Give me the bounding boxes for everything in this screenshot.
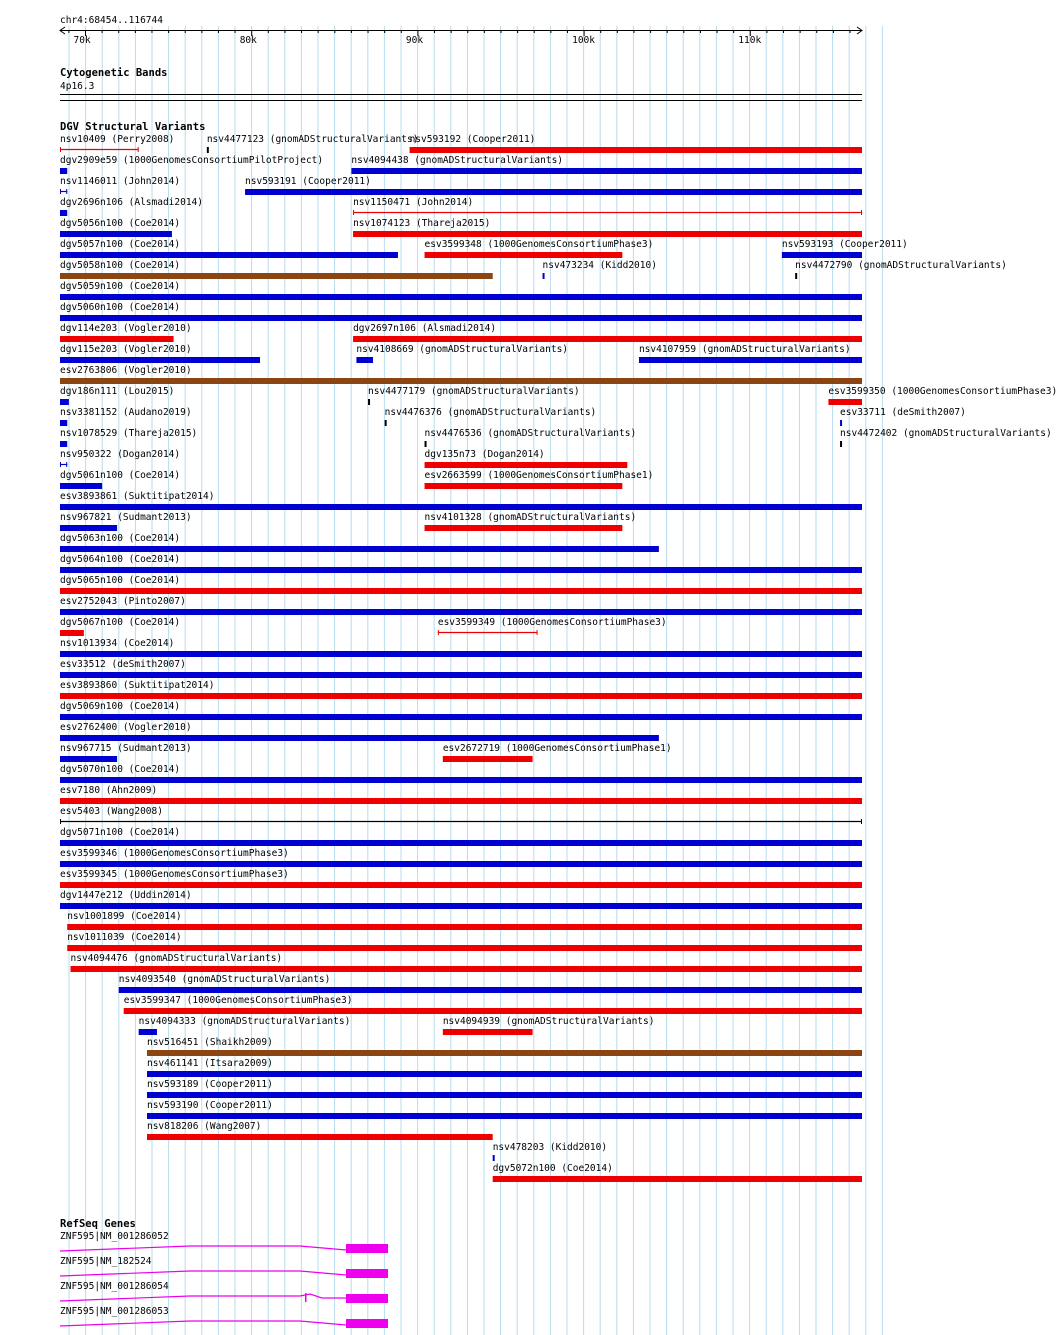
variant-bar	[71, 966, 862, 972]
gene-label[interactable]: ZNF595|NM_001286053	[60, 1306, 169, 1317]
variant-label[interactable]: nsv593191 (Cooper2011)	[245, 176, 371, 187]
variant-bar	[828, 399, 862, 405]
variant-bar	[147, 1050, 862, 1056]
gene-intron	[60, 1321, 346, 1326]
variant-label[interactable]: dgv5060n100 (Coe2014)	[60, 302, 181, 313]
gene-label[interactable]: ZNF595|NM_182524	[60, 1256, 152, 1267]
region-label: chr4:68454..116744	[60, 15, 163, 26]
variant-label[interactable]: esv2672719 (1000GenomesConsortiumPhase1)	[442, 743, 672, 754]
variant-label[interactable]: nsv1078529 (Thareja2015)	[60, 428, 198, 439]
variant-label[interactable]: nsv4094939 (gnomADStructuralVariants)	[442, 1016, 655, 1027]
variant-label[interactable]: esv3599346 (1000GenomesConsortiumPhase3)	[60, 848, 289, 859]
variant-label[interactable]: esv3893860 (Suktitipat2014)	[60, 680, 215, 691]
variant-bar	[147, 1092, 862, 1098]
variant-label[interactable]: nsv4093540 (gnomADStructuralVariants)	[118, 974, 331, 985]
variant-bar	[60, 168, 67, 174]
variant-bar	[139, 1029, 157, 1035]
variant-label[interactable]: nsv478203 (Kidd2010)	[492, 1142, 608, 1153]
cytoband-track-title: Cytogenetic Bands	[60, 67, 168, 79]
variant-label[interactable]: nsv593190 (Cooper2011)	[146, 1100, 273, 1111]
variant-tick	[543, 273, 545, 279]
variant-label[interactable]: dgv5058n100 (Coe2014)	[60, 260, 181, 271]
variant-label[interactable]: nsv4476376 (gnomADStructuralVariants)	[384, 407, 597, 418]
variant-bar	[60, 315, 862, 321]
variant-label[interactable]: nsv950322 (Dogan2014)	[60, 449, 181, 460]
variant-bar	[60, 861, 862, 867]
variant-label[interactable]: nsv1013934 (Coe2014)	[60, 638, 175, 649]
variant-label[interactable]: esv5403 (Wang2008)	[60, 806, 163, 817]
variant-bar	[60, 798, 862, 804]
variant-label[interactable]: dgv5071n100 (Coe2014)	[60, 827, 181, 838]
variant-label[interactable]: dgv5070n100 (Coe2014)	[60, 764, 181, 775]
variant-bar	[60, 273, 493, 279]
variant-label[interactable]: dgv5067n100 (Coe2014)	[60, 617, 181, 628]
variant-bar	[245, 189, 862, 195]
variant-bar	[60, 882, 862, 888]
variant-bar	[60, 231, 172, 237]
variant-bar	[60, 336, 174, 342]
variant-label[interactable]: dgv2696n106 (Alsmadi2014)	[60, 197, 203, 208]
variant-label[interactable]: esv3599350 (1000GenomesConsortiumPhase3)	[828, 386, 1057, 397]
variant-tick	[368, 399, 370, 405]
variant-label[interactable]: nsv4094476 (gnomADStructuralVariants)	[70, 953, 283, 964]
variant-bar	[443, 1029, 533, 1035]
gene-label[interactable]: ZNF595|NM_001286052	[60, 1231, 169, 1242]
variant-label[interactable]: nsv1150471 (John2014)	[353, 197, 474, 208]
variant-tick	[795, 273, 797, 279]
variant-label[interactable]: esv2752043 (Pinto2007)	[60, 596, 186, 607]
variant-label[interactable]: nsv4476536 (gnomADStructuralVariants)	[424, 428, 637, 439]
variant-bar	[60, 588, 862, 594]
variant-bar	[67, 924, 862, 930]
variant-label[interactable]: nsv1011039 (Coe2014)	[67, 932, 182, 943]
variant-label[interactable]: dgv115e203 (Vogler2010)	[60, 344, 192, 355]
variant-bar	[60, 735, 659, 741]
variant-label[interactable]: nsv4472790 (gnomADStructuralVariants)	[795, 260, 1007, 271]
variant-tick	[425, 441, 427, 447]
variant-label[interactable]: nsv1146011 (John2014)	[60, 176, 181, 187]
variant-bar	[410, 147, 862, 153]
variant-label[interactable]: esv2663599 (1000GenomesConsortiumPhase1)	[424, 470, 654, 481]
variant-label[interactable]: nsv4094333 (gnomADStructuralVariants)	[138, 1016, 351, 1027]
variant-tick	[385, 420, 387, 426]
gene-exon	[346, 1269, 388, 1278]
variant-bar	[60, 378, 862, 384]
variant-label[interactable]: nsv593189 (Cooper2011)	[146, 1079, 273, 1090]
gene-exon	[305, 1293, 307, 1302]
variant-label[interactable]: esv33512 (deSmith2007)	[60, 659, 186, 670]
cytoband-label: 4p16.3	[60, 81, 95, 92]
variant-label[interactable]: esv7180 (Ahn2009)	[60, 785, 158, 796]
variant-label[interactable]: esv3893861 (Suktitipat2014)	[60, 491, 215, 502]
variant-bar	[67, 945, 862, 951]
variant-label[interactable]: nsv473234 (Kidd2010)	[542, 260, 657, 271]
variant-label[interactable]: dgv114e203 (Vogler2010)	[60, 323, 192, 334]
variant-label[interactable]: nsv1074123 (Thareja2015)	[353, 218, 491, 229]
variant-tick	[840, 420, 842, 426]
variant-bar	[425, 525, 623, 531]
variant-bar	[60, 483, 102, 489]
variant-label[interactable]: dgv5061n100 (Coe2014)	[60, 470, 181, 481]
variant-label[interactable]: esv3599347 (1000GenomesConsortiumPhase3)	[123, 995, 353, 1006]
variant-bar	[60, 252, 398, 258]
variant-bar	[353, 336, 862, 342]
variant-bar	[60, 756, 117, 762]
variant-label[interactable]: nsv4101328 (gnomADStructuralVariants)	[424, 512, 637, 523]
variant-bar	[124, 1008, 862, 1014]
gene-exon	[346, 1319, 388, 1328]
variant-bar	[356, 357, 373, 363]
refseq-track-title: RefSeq Genes	[60, 1218, 136, 1230]
ruler-tick-label: 80k	[239, 35, 257, 46]
ruler-tick-label: 100k	[572, 35, 595, 46]
variant-bar	[60, 777, 862, 783]
variant-bar	[425, 483, 623, 489]
variant-label[interactable]: dgv2697n106 (Alsmadi2014)	[353, 323, 497, 334]
variant-bar	[60, 294, 862, 300]
dgv-track-title: DGV Structural Variants	[60, 121, 206, 133]
variant-bar	[60, 672, 862, 678]
variant-tick	[207, 147, 209, 153]
gene-exon	[346, 1244, 388, 1253]
variant-bar	[60, 546, 659, 552]
gene-intron	[60, 1271, 346, 1276]
gene-exon	[346, 1294, 388, 1303]
variant-label[interactable]: nsv3381152 (Audano2019)	[60, 407, 192, 418]
variant-bar	[60, 420, 67, 426]
variant-label[interactable]: nsv4107959 (gnomADStructuralVariants)	[638, 344, 851, 355]
gene-label[interactable]: ZNF595|NM_001286054	[60, 1281, 169, 1292]
variant-label[interactable]: dgv1447e212 (Uddin2014)	[60, 890, 192, 901]
variant-label[interactable]: esv3599345 (1000GenomesConsortiumPhase3)	[60, 869, 289, 880]
variant-label[interactable]: esv2762400 (Vogler2010)	[60, 722, 192, 733]
variant-bar	[147, 1071, 862, 1077]
variant-label[interactable]: dgv5072n100 (Coe2014)	[492, 1163, 613, 1174]
variant-bar	[60, 399, 69, 405]
variant-label[interactable]: dgv186n111 (Lou2015)	[60, 386, 175, 397]
variant-bar	[60, 693, 862, 699]
variant-bar	[60, 714, 862, 720]
variant-bar	[60, 630, 84, 636]
variant-bar	[60, 441, 67, 447]
variant-bar	[60, 903, 862, 909]
variant-bar	[493, 1176, 862, 1182]
variant-label[interactable]: esv2763806 (Vogler2010)	[60, 365, 192, 376]
variant-label[interactable]: nsv1001899 (Coe2014)	[67, 911, 182, 922]
variant-label[interactable]: dgv5069n100 (Coe2014)	[60, 701, 181, 712]
variant-bar	[60, 840, 862, 846]
ruler-tick-label: 110k	[738, 35, 762, 46]
variant-label[interactable]: dgv5063n100 (Coe2014)	[60, 533, 181, 544]
variant-label[interactable]: esv3599349 (1000GenomesConsortiumPhase3)	[437, 617, 667, 628]
variant-label[interactable]: nsv967821 (Sudmant2013)	[60, 512, 192, 523]
variant-bar	[425, 462, 628, 468]
variant-bar	[60, 210, 67, 216]
variant-label[interactable]: dgv5056n100 (Coe2014)	[60, 218, 181, 229]
ruler-tick-label: 70k	[73, 35, 91, 46]
variant-label[interactable]: dgv5057n100 (Coe2014)	[60, 239, 181, 250]
variant-label[interactable]: nsv4094438 (gnomADStructuralVariants)	[351, 155, 564, 166]
variant-label[interactable]: nsv4477179 (gnomADStructuralVariants)	[368, 386, 580, 397]
variant-bar	[443, 756, 533, 762]
variant-bar	[60, 504, 862, 510]
variant-bar	[639, 357, 862, 363]
variant-label[interactable]: nsv4472402 (gnomADStructuralVariants)	[840, 428, 1052, 439]
variant-label[interactable]: dgv5059n100 (Coe2014)	[60, 281, 181, 292]
gene-intron	[60, 1294, 346, 1301]
variant-tick	[840, 441, 842, 447]
variant-label[interactable]: dgv5064n100 (Coe2014)	[60, 554, 181, 565]
variant-bar	[60, 357, 260, 363]
variant-bar	[60, 609, 862, 615]
variant-label[interactable]: esv33711 (deSmith2007)	[840, 407, 966, 418]
variant-label[interactable]: nsv967715 (Sudmant2013)	[60, 743, 192, 754]
variant-bar	[351, 168, 862, 174]
variant-label[interactable]: nsv4108669 (gnomADStructuralVariants)	[356, 344, 569, 355]
variant-label[interactable]: dgv135n73 (Dogan2014)	[424, 449, 545, 460]
variant-label[interactable]: nsv818206 (Wang2007)	[146, 1121, 262, 1132]
variant-bar	[782, 252, 862, 258]
variant-bar	[119, 987, 862, 993]
variant-label[interactable]: nsv516451 (Shaikh2009)	[146, 1037, 273, 1048]
variant-label[interactable]: dgv2909e59 (1000GenomesConsortiumPilotProject)	[60, 155, 324, 166]
gene-intron	[60, 1246, 346, 1251]
variant-bar	[60, 651, 862, 657]
variant-label[interactable]: nsv593192 (Cooper2011)	[409, 134, 536, 145]
variant-bar	[60, 525, 117, 531]
variant-tick	[493, 1155, 495, 1161]
variant-label[interactable]: nsv461141 (Itsara2009)	[146, 1058, 273, 1069]
variant-bar	[147, 1113, 862, 1119]
ruler-tick-label: 90k	[405, 35, 424, 46]
variant-bar	[353, 231, 862, 237]
variant-bar	[425, 252, 623, 258]
variant-label[interactable]: nsv4477123 (gnomADStructuralVariants)	[206, 134, 419, 145]
variant-label[interactable]: nsv593193 (Cooper2011)	[781, 239, 908, 250]
variant-label[interactable]: dgv5065n100 (Coe2014)	[60, 575, 181, 586]
variant-bar	[147, 1134, 493, 1140]
variant-label[interactable]: esv3599348 (1000GenomesConsortiumPhase3)	[424, 239, 654, 250]
variant-bar	[60, 567, 862, 573]
variant-label[interactable]: nsv10409 (Perry2008)	[60, 134, 175, 145]
